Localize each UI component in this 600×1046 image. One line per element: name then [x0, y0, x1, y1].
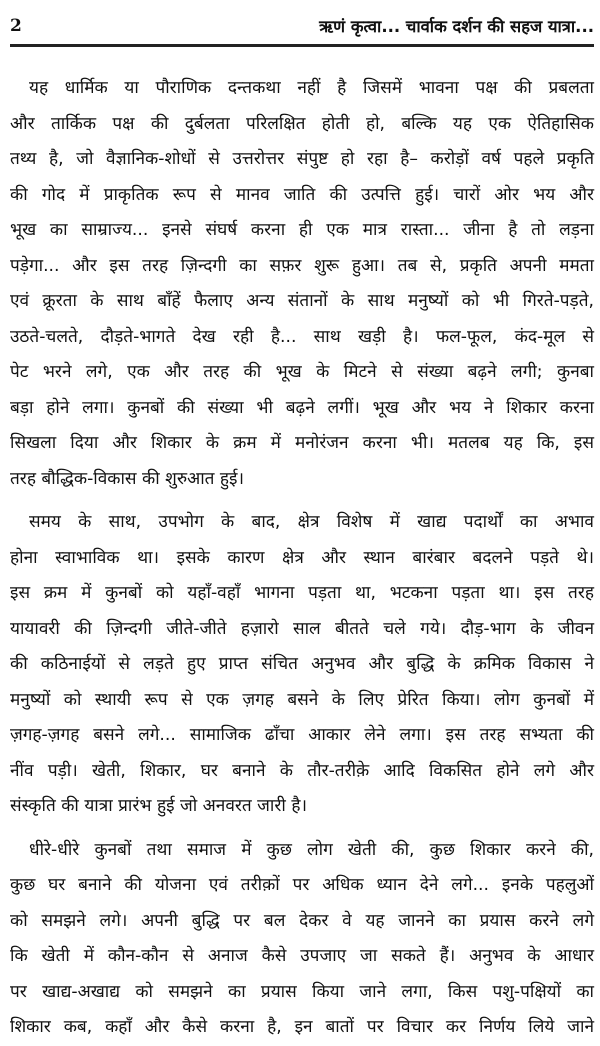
text-line: बड़ा होने लगा। कुनबों की संख्या भी बढ़ने लगीं। भूख और भय ने शिकार करना: [10, 397, 594, 418]
text-line: यह धार्मिक या पौराणिक दन्तकथा नहीं है जिसमें भावना पक्ष की प्रबलता: [29, 78, 594, 98]
text-line: तथ्य है, जो वैज्ञानिक-शोधों से उत्तरोत्तर संपुष्ट हो रहा है– करोड़ों वर्ष पहले प्रकृति: [10, 149, 594, 169]
text-line: एवं क्रूरता के साथ बाँहें फैलाए अन्य संतानों के साथ मनुष्यों को भी गिरते-पड़ते,: [10, 291, 594, 311]
text-line: मनुष्यों को स्थायी रूप से एक ज़गह बसने के लिए प्रेरित किया। लोग कुनबों में: [10, 689, 594, 710]
text-line: समय के साथ, उपभोग के बाद, क्षेत्र विशेष में खाद्य पदार्थों का अभाव: [29, 512, 594, 532]
text-line: पड़ेगा... और इस तरह ज़िन्दगी का सफ़र शुरू हुआ। तब से, प्रकृति अपनी ममता: [10, 255, 594, 276]
text-line: सिखला दिया और शिकार के क्रम में मनोरंजन करना भी। मतलब यह कि, इस: [10, 433, 594, 453]
text-line: होना स्वाभाविक था। इसके कारण क्षेत्र और स्थान बारंबार बदलने पड़ते थे।: [10, 547, 594, 568]
text-line: कि खेती में कौन-कौन से अनाज कैसे उपजाए जा सकते हैं। अनुभव के आधार: [10, 946, 594, 966]
text-line: संस्कृति की यात्रा प्रारंभ हुई जो अनवरत जारी है।: [10, 796, 307, 816]
text-line: उठते-चलते, दौड़ते-भागते देख रही है... साथ खड़ी है। फल-फूल, कंद-मूल से: [10, 326, 594, 347]
text-line: पर खाद्य-अखाद्य को समझने का प्रयास किया जाने लगा, किस पशु-पक्षियों का: [10, 981, 594, 1002]
text-line: की कठिनाईयों से लड़ते हुए प्राप्त संचित अनुभव और बुद्धि के क्रमिक विकास ने: [10, 654, 594, 674]
paragraph-2: [10, 505, 594, 825]
paragraph-3: [10, 833, 594, 1046]
text-line: धीरे-धीरे कुनबों तथा समाज में कुछ लोग खेती की, कुछ शिकार करने की,: [29, 839, 594, 860]
page-header: [10, 0, 594, 47]
running-title: ऋणं कृत्वा... चार्वाक दर्शन की सहज यात्रा...: [319, 17, 594, 36]
text-line: की गोद में प्राकृतिक रूप से मानव जाति की उत्पत्ति हुई। चारों ओर भय और: [10, 184, 594, 205]
text-line: को समझने लगे। अपनी बुद्धि पर बल देकर वे यह जानने का प्रयास करने लगे: [10, 910, 594, 931]
text-line: तरह बौद्धिक-विकास की शुरुआत हुई।: [10, 468, 244, 489]
text-line: इस क्रम में कुनबों को यहाँ-वहाँ भागना पड़ता था, भटकना पड़ता था। इस तरह: [10, 583, 594, 603]
paragraph-1: [10, 71, 594, 497]
text-line: भूख का साम्राज्य... इनसे संघर्ष करना ही एक मात्र रास्ता... जीना है तो लड़ना: [10, 220, 594, 240]
text-line: शिकार कब, कहाँ और कैसे करना है, इन बातों पर विचार कर निर्णय लिये जाने: [10, 1017, 594, 1037]
text-line: यायावरी की ज़िन्दगी जीते-जीते हज़ारो साल बीतते चले गये। दौड़-भाग के जीवन: [10, 618, 594, 639]
text-line: नींव पड़ी। खेती, शिकार, घर बनाने के तौर-तरीक़े आदि विकसित होने लगे और: [10, 760, 594, 781]
text-line: कुछ घर बनाने की योजना एवं तरीक़ों पर अधिक ध्यान देने लगे... इनके पहलुओं: [10, 875, 594, 895]
text-line: और तार्किक पक्ष की दुर्बलता परिलक्षित होती हो, बल्कि यह एक ऐतिहासिक: [10, 113, 594, 134]
text-line: ज़गह-ज़गह बसने लगे... सामाजिक ढाँचा आकार लेने लगा। इस तरह सभ्यता की: [10, 725, 594, 745]
page-number: 2: [10, 16, 22, 36]
text-line: पेट भरने लगे, एक और तरह की भूख के मिटने से संख्या बढ़ने लगी; कुनबा: [10, 362, 594, 382]
